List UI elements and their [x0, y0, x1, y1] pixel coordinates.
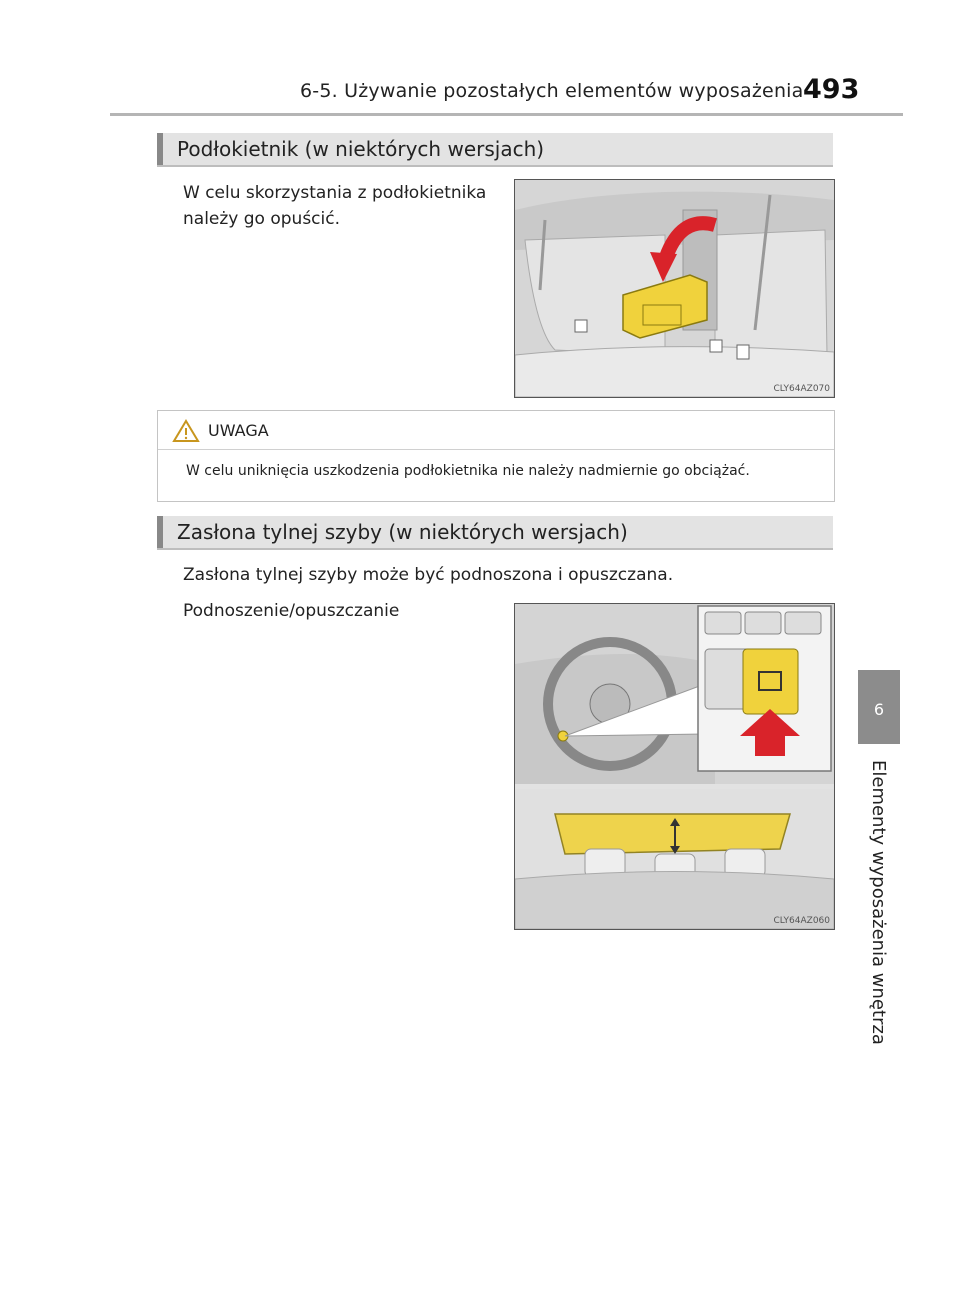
armrest-illustration	[514, 179, 835, 398]
rear-shade-intro: Zasłona tylnej szyby może być podnoszona i opuszczana.	[183, 565, 674, 585]
caution-title: UWAGA	[208, 421, 269, 440]
warning-triangle-icon	[172, 419, 200, 443]
section-heading-rear-shade	[157, 516, 833, 550]
shade-switch-highlight	[743, 649, 798, 714]
running-header: 6-5. Używanie pozostałych elementów wyposażenia	[300, 80, 804, 102]
figure-code: CLY64AZ070	[773, 384, 830, 394]
caution-box	[157, 410, 835, 502]
armrest-text-line2: należy go opuścić.	[183, 209, 341, 229]
rear-shade-illustration	[514, 603, 835, 930]
chapter-title-container	[858, 760, 900, 1045]
caution-header	[158, 411, 834, 450]
section-heading-armrest	[157, 133, 833, 167]
section-marker	[157, 516, 163, 548]
chapter-title: Elementy wyposażenia wnętrza	[868, 760, 889, 1045]
page-number: 493	[803, 74, 860, 105]
section-title: Zasłona tylnej szyby (w niektórych wersjach)	[177, 520, 628, 544]
section-marker	[157, 133, 163, 165]
chapter-number: 6	[873, 700, 885, 719]
armrest-instructions	[183, 180, 486, 232]
rear-shade-drawing	[515, 604, 834, 929]
rear-shade-subheading: Podnoszenie/opuszczanie	[183, 601, 400, 621]
caution-text: W celu uniknięcia uszkodzenia podłokietnika nie należy nadmiernie go obciążać.	[186, 463, 750, 479]
armrest-text-line1: W celu skorzystania z podłokietnika	[183, 183, 487, 203]
header-divider	[110, 113, 903, 116]
section-title: Podłokietnik (w niektórych wersjach)	[177, 137, 545, 161]
figure-code: CLY64AZ060	[773, 916, 830, 926]
armrest-drawing	[515, 180, 834, 397]
